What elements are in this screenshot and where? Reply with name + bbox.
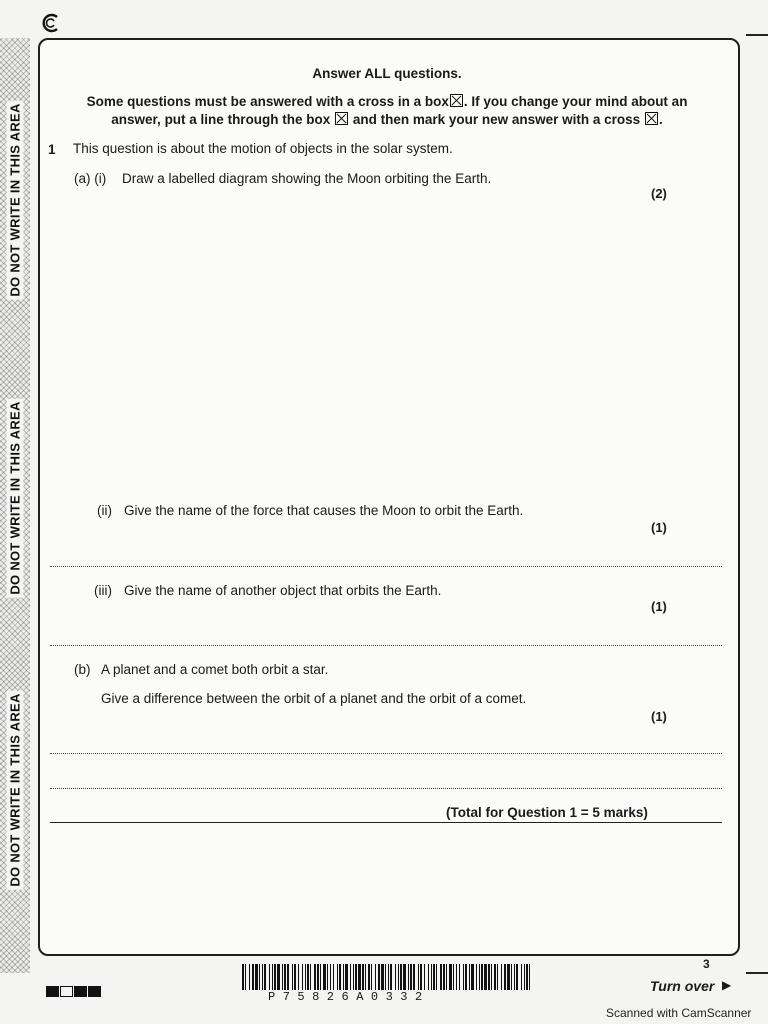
struck-box-icon [335,112,348,125]
barcode-number: P75826A0332 [268,990,430,1004]
part-a-i-marks: (2) [651,186,667,201]
registration-marks [46,986,101,997]
page-edge-mark-bottom [746,972,768,974]
part-a-ii-label: (ii) [97,503,112,518]
part-a-ii-marks: (1) [651,520,667,535]
turn-over-arrow-icon: ▶ [722,978,732,992]
part-b-label: (b) [74,662,91,677]
total-rule [50,822,722,823]
part-a-iii-text: Give the name of another object that orbits the Earth. [124,583,442,598]
barcode-icon [242,964,530,990]
instruction-line-1: Some questions must be answered with a cross in a box . If you change your mind about an [86,94,688,109]
part-b-marks: (1) [651,709,667,724]
page-number: 3 [703,957,710,971]
scanner-watermark: Scanned with CamScanner [606,1006,752,1020]
answer-line-a-iii[interactable] [50,645,722,646]
exam-board-logo-icon [40,12,62,34]
answer-line-a-ii[interactable] [50,566,722,567]
turn-over-label: Turn over [650,978,715,994]
instruction-line-2: answer, put a line through the box and then mark your new answer with a cross . [111,112,663,127]
answer-line-b-1[interactable] [50,753,722,754]
question-stem: This question is about the motion of objects in the solar system. [73,141,453,156]
answer-all-heading: Answer ALL questions. [312,66,462,81]
part-b-text-2: Give a difference between the orbit of a planet and the orbit of a comet. [101,691,527,706]
part-a-ii-text: Give the name of the force that causes the Moon to orbit the Earth. [124,503,524,518]
part-a-i-text: Draw a labelled diagram showing the Moon orbiting the Earth. [122,171,492,186]
question-total: (Total for Question 1 = 5 marks) [446,805,648,820]
part-a-iii-label: (iii) [94,583,112,598]
crossed-box-icon [645,112,658,125]
answer-line-b-2[interactable] [50,788,722,789]
part-a-i-label: (a) (i) [74,171,107,186]
page-edge-mark-top [746,34,768,36]
question-number: 1 [48,142,56,157]
exam-page: DO NOT WRITE IN THIS AREA DO NOT WRITE IN THIS AREA DO NOT WRITE IN THIS AREA Answer ALL questions. Some questions must be answered with a cross in a box . If you change your mind about an answer, put a line through the box and then mark your new answer with a cross . 1 This question is about the motion of objects in the solar system. (a) (i) Draw a labelled diagram showing the Moon orbiting the Earth. (2) (ii) Give the name of the force that causes the Moon to orbit the Earth. (1) (iii) Give the name of another object that orbits the Earth. (1) (b) A planet and a comet both orbit a star. Give a difference between the orbit of a planet and the orbit of a comet. (1) (Total for Question 1 = 5 marks) 3 P75826A0332 Turn over ▶ Scanned with CamScanner [0,0,768,1024]
part-a-iii-marks: (1) [651,599,667,614]
part-b-text-1: A planet and a comet both orbit a star. [101,662,329,677]
crossed-box-icon [450,94,463,107]
